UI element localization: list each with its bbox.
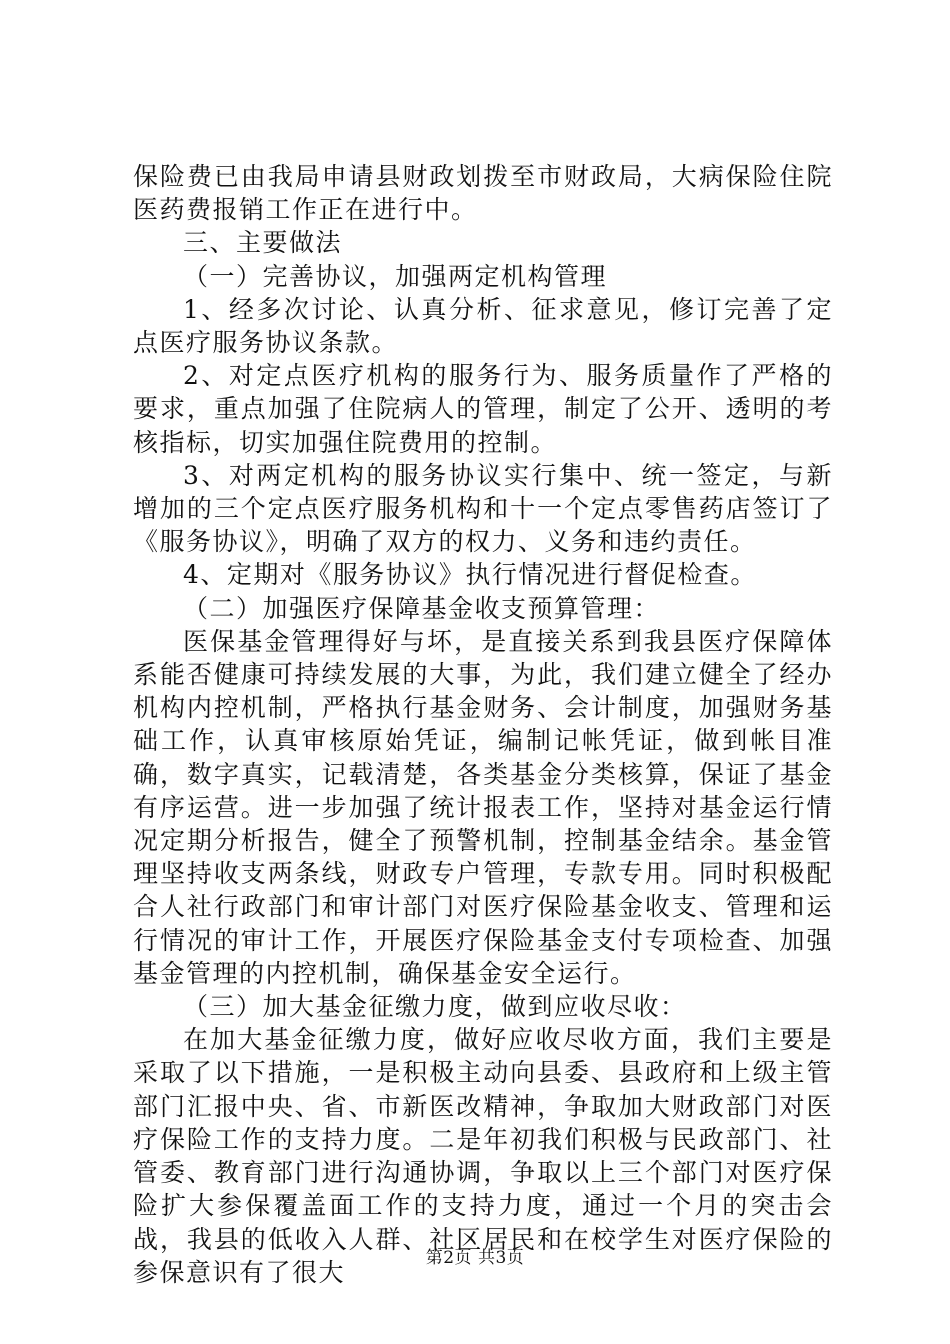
paragraph-collection-measures: 在加大基金征缴力度，做好应收尽收方面，我们主要是采取了以下措施，一是积极主动向县委、县政府和上级主管部门汇报中央、省、市新医改精神，争取加大财政部门对医疗保险工作的支持力度。二是年初我们积极与民政部门、社管委、教育部门进行沟通协调，争取以上三个部门对医疗保险扩大参保覆盖面工作的支持力度，通过一个月的突击会战，我县的低收入人群、社区居民和在校学生对医疗保险的参保意识有了很大 (133, 1025, 833, 1287)
section-heading-main-practices: 三、主要做法 (183, 228, 343, 258)
list-item-2: 2、对定点医疗机构的服务行为、服务质量作了严格的要求，重点加强了住院病人的管理，制定了公开、透明的考核指标，切实加强住院费用的控制。 (133, 361, 833, 457)
subsection-heading-1: （一）完善协议，加强两定机构管理 (183, 261, 608, 291)
document-body (133, 160, 833, 1289)
list-item-4: 4、定期对《服务协议》执行情况进行督促检查。 (183, 560, 757, 590)
paragraph-fund-management: 医保基金管理得好与坏，是直接关系到我县医疗保障体系能否健康可持续发展的大事，为此，我们建立健全了经办机构内控机制，严格执行基金财务、会计制度，加强财务基础工作，认真审核原始凭证，编制记帐凭证，做到帐目准确，数字真实，记载清楚，各类基金分类核算，保证了基金有序运营。进一步加强了统计报表工作，坚持对基金运行情况定期分析报告，健全了预警机制，控制基金结余。基金管理坚持收支两条线，财政专户管理，专款专用。同时积极配合人社行政部门和审计部门对医疗保险基金收支、管理和运行情况的审计工作，开展医疗保险基金支付专项检查、加强基金管理的内控机制，确保基金安全运行。 (133, 626, 833, 988)
list-item-3: 3、对两定机构的服务协议实行集中、统一签定，与新增加的三个定点医疗服务机构和十一个定点零售药店签订了《服务协议》，明确了双方的权力、义务和违约责任。 (133, 460, 833, 557)
subsection-heading-3: （三）加大基金征缴力度，做到应收尽收： (183, 992, 687, 1022)
list-item-1: 1、经多次讨论、认真分析、征求意见，修订完善了定点医疗服务协议条款。 (133, 294, 833, 358)
subsection-heading-2: （二）加强医疗保障基金收支预算管理： (183, 593, 661, 623)
paragraph-continuation: 保险费已由我局申请县财政划拨至市财政局，大病保险住院医药费报销工作正在进行中。 (133, 162, 833, 225)
page-number-label: 第2页 共3页 (425, 1248, 525, 1268)
page-footer (0, 1243, 950, 1268)
